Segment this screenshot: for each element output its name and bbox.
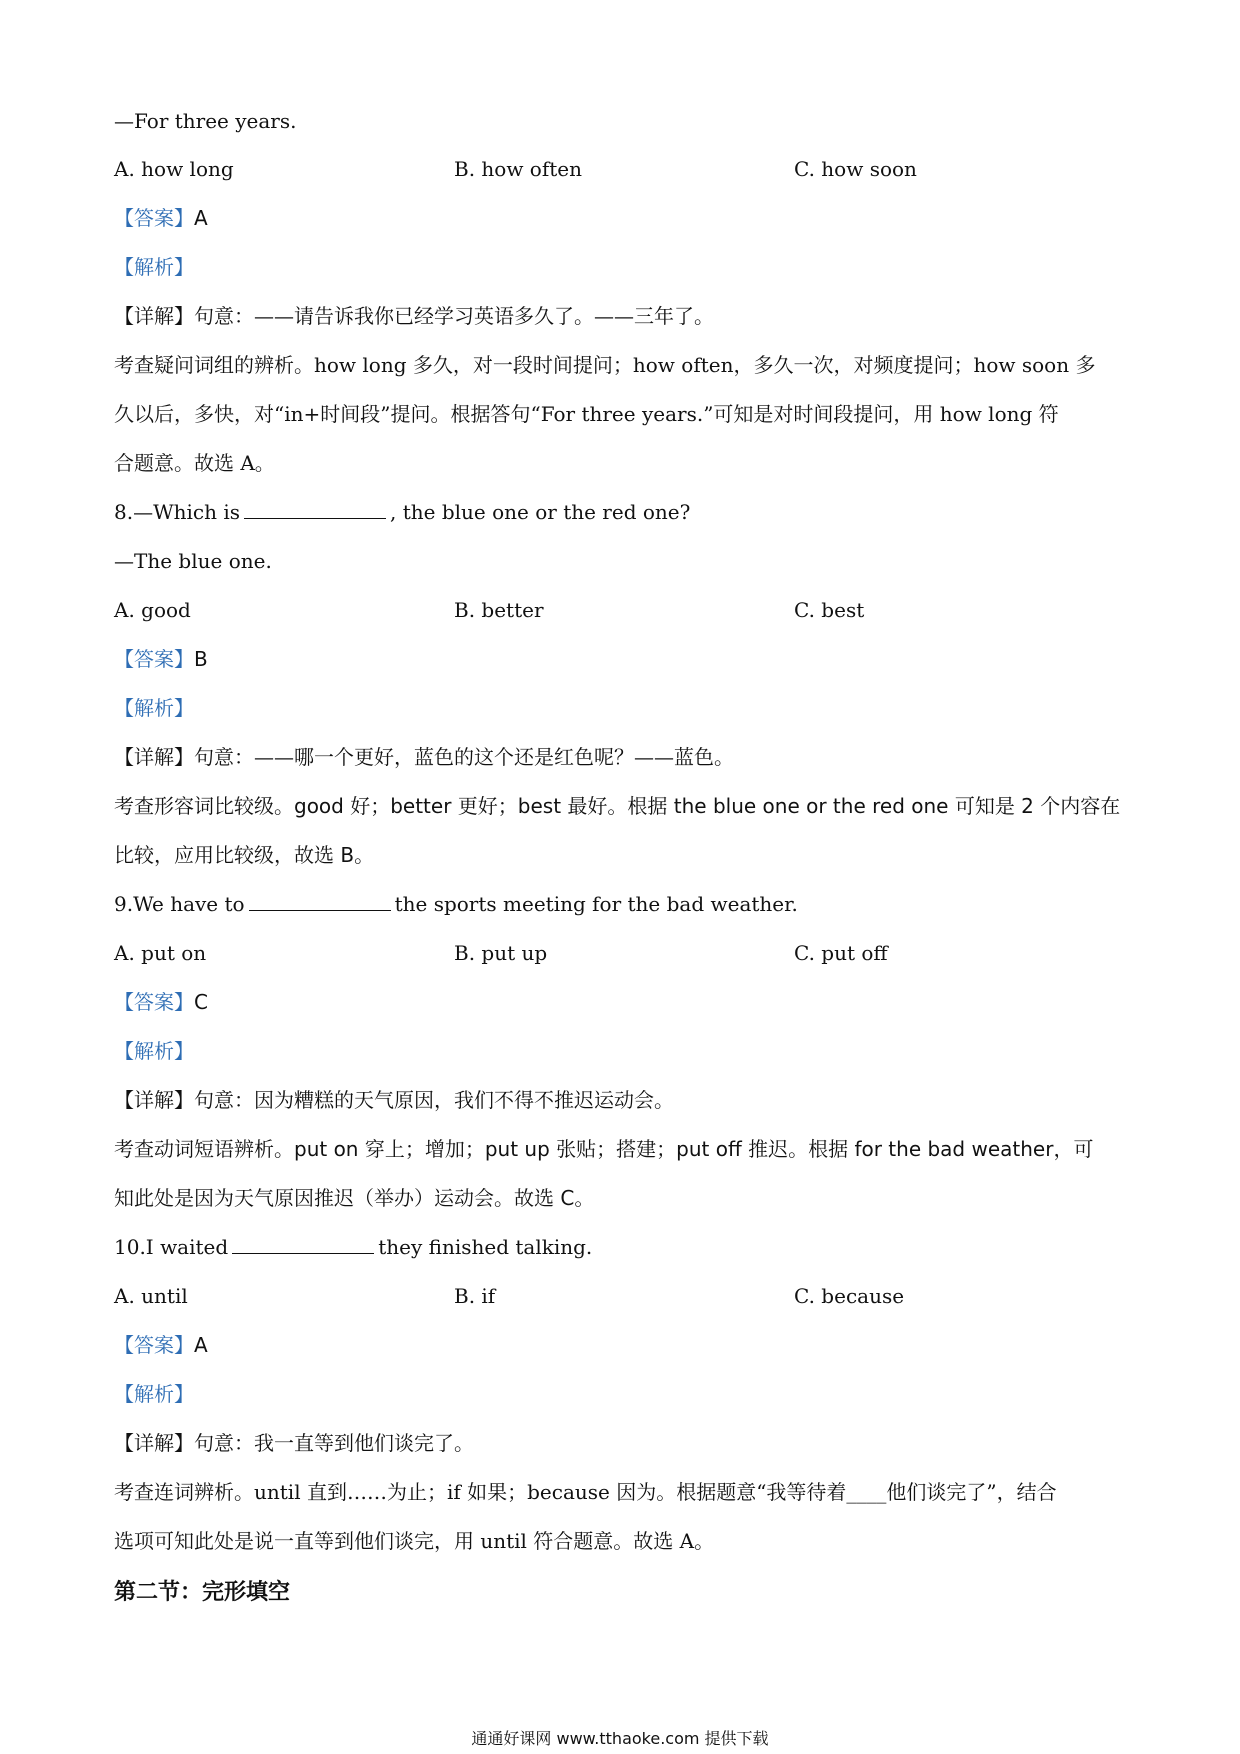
q8-option-b: B. better xyxy=(454,598,544,622)
q10-stem-prefix: 10.I waited xyxy=(114,1235,229,1259)
page-footer: 通通好课网 www.tthaoke.com 提供下载 xyxy=(471,1729,769,1748)
q10-stem xyxy=(114,1232,1134,1262)
q10-option-a: A. until xyxy=(114,1284,188,1308)
answer-tag: 【答案】 xyxy=(114,206,194,230)
analysis-tag: 【解析】 xyxy=(114,255,194,279)
q9-option-a: A. put on xyxy=(114,941,207,965)
detail-text: 句意：——哪一个更好，蓝色的这个还是红色呢？——蓝色。 xyxy=(194,745,734,769)
q7-option-b: B. how often xyxy=(454,157,583,181)
answer-tag: 【答案】 xyxy=(114,990,194,1014)
detail-text: 句意：——请告诉我你已经学习英语多久了。——三年了。 xyxy=(194,304,714,328)
q9-explanation-2: 知此处是因为天气原因推迟（举办）运动会。故选 C。 xyxy=(114,1186,595,1210)
q10-detail xyxy=(114,1428,1134,1458)
q8-stem xyxy=(114,497,1134,527)
section-title: 第二节：完形填空 xyxy=(114,1580,291,1605)
q10-option-c: C. because xyxy=(794,1284,905,1308)
detail-tag: 【详解】 xyxy=(114,1088,194,1112)
answer-blank xyxy=(232,1233,374,1254)
q9-explanation-1: 考查动词短语辨析。put on 穿上；增加；put up 张贴；搭建；put off 推迟。根据 for the bad weather，可 xyxy=(114,1137,1094,1161)
q7-response: —For three years. xyxy=(114,109,297,133)
q7-detail xyxy=(114,301,1134,331)
answer-value: A xyxy=(194,206,208,230)
q8-stem-prefix: 8.—Which is xyxy=(114,500,241,524)
q9-detail xyxy=(114,1085,1134,1115)
analysis-tag: 【解析】 xyxy=(114,1039,194,1063)
answer-blank xyxy=(244,498,386,519)
q10-analysis xyxy=(114,1379,1134,1409)
detail-tag: 【详解】 xyxy=(114,745,194,769)
q8-explanation-2: 比较，应用比较级，故选 B。 xyxy=(114,843,375,867)
q7-option-a: A. how long xyxy=(114,157,234,181)
q8-option-c: C. best xyxy=(794,598,865,622)
q7-explanation-3: 合题意。故选 A。 xyxy=(114,451,275,475)
q8-detail xyxy=(114,742,1134,772)
q9-analysis xyxy=(114,1036,1134,1066)
q8-response: —The blue one. xyxy=(114,549,272,573)
q7-explanation-1: 考查疑问词组的辨析。how long 多久，对一段时间提问；how often，多久一次，对频度提问；how soon 多 xyxy=(114,353,1096,377)
answer-value: A xyxy=(194,1333,208,1357)
q8-analysis xyxy=(114,693,1134,723)
answer-tag: 【答案】 xyxy=(114,647,194,671)
q9-answer xyxy=(114,987,1134,1017)
detail-tag: 【详解】 xyxy=(114,304,194,328)
q10-explanation-1: 考查连词辨析。until 直到……为止；if 如果；because 因为。根据题意“我等待着____他们谈完了”，结合 xyxy=(114,1480,1057,1504)
analysis-tag: 【解析】 xyxy=(114,696,194,720)
detail-text: 句意：因为糟糕的天气原因，我们不得不推迟运动会。 xyxy=(194,1088,674,1112)
detail-text: 句意：我一直等到他们谈完了。 xyxy=(194,1431,474,1455)
q9-stem-prefix: 9.We have to xyxy=(114,892,245,916)
detail-tag: 【详解】 xyxy=(114,1431,194,1455)
q9-option-c: C. put off xyxy=(794,941,888,965)
q8-option-a: A. good xyxy=(114,598,191,622)
q10-option-b: B. if xyxy=(454,1284,496,1308)
q7-analysis xyxy=(114,252,1134,282)
q7-option-c: C. how soon xyxy=(794,157,917,181)
q10-stem-suffix: they finished talking. xyxy=(378,1235,593,1259)
q8-answer xyxy=(114,644,1134,674)
q9-option-b: B. put up xyxy=(454,941,548,965)
q8-stem-suffix: , the blue one or the red one? xyxy=(390,500,691,524)
answer-value: B xyxy=(194,647,208,671)
answer-blank xyxy=(249,890,391,911)
answer-tag: 【答案】 xyxy=(114,1333,194,1357)
q7-explanation-2: 久以后，多快，对“in+时间段”提问。根据答句“For three years.”可知是对时间段提问，用 how long 符 xyxy=(114,402,1059,426)
q7-answer xyxy=(114,203,1134,233)
q9-stem-suffix: the sports meeting for the bad weather. xyxy=(394,892,798,916)
q9-stem xyxy=(114,889,1134,919)
analysis-tag: 【解析】 xyxy=(114,1382,194,1406)
q10-explanation-2: 选项可知此处是说一直等到他们谈完，用 until 符合题意。故选 A。 xyxy=(114,1529,715,1553)
answer-value: C xyxy=(194,990,208,1014)
q10-answer xyxy=(114,1330,1134,1360)
q8-explanation-1: 考查形容词比较级。good 好；better 更好；best 最好。根据 the blue one or the red one 可知是 2 个内容在 xyxy=(114,794,1121,818)
